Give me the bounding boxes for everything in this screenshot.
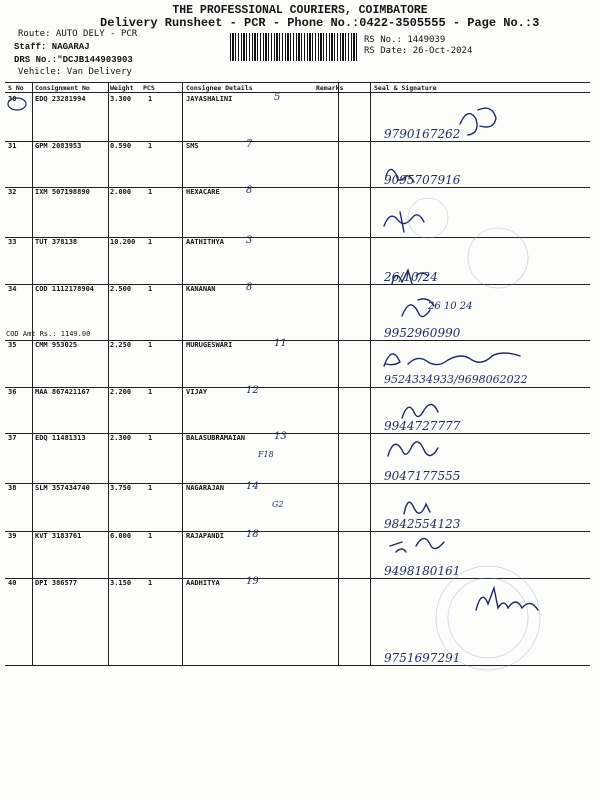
handwritten-number: 5 (274, 92, 281, 103)
signature-35 (384, 353, 520, 366)
col-weight: Weight (110, 84, 134, 92)
signatures (384, 108, 538, 610)
row-weight: 2.200 (110, 388, 132, 396)
row-weight: 10.200 (110, 238, 136, 246)
handwritten-phone: 9498180161 (384, 564, 461, 578)
drs-number: DRS No.:"DCJB144903903 (14, 55, 133, 65)
row-sno: 31 (8, 142, 17, 150)
company-name: THE PROFESSIONAL COURIERS, COIMBATORE (172, 4, 428, 17)
rs-number: RS No.: 1449039 (364, 35, 446, 45)
handwritten-phone: 9952960990 (384, 326, 461, 340)
handwritten-phone: 26/10/24 (384, 270, 438, 284)
handwritten-date: 26 10 24 (428, 301, 473, 312)
handwritten-phone: 9047177555 (384, 469, 461, 483)
row-consignee: AADHITYA (186, 579, 220, 587)
handwritten-phone: 9095707916 (384, 173, 461, 187)
row-pcs: 1 (148, 579, 153, 587)
handwritten-phone: 9842554123 (384, 517, 461, 531)
row-sno: 34 (8, 285, 17, 293)
signature-30 (460, 108, 496, 135)
handwritten-phone: 9790167262 (384, 127, 461, 141)
row-consignee: HEXACARE (186, 188, 220, 196)
vehicle-label: Vehicle: Van Delivery (18, 67, 132, 77)
row-pcs: 1 (148, 532, 153, 540)
row-sno: 30 (8, 95, 17, 103)
col-consignment: Consignment No (35, 84, 90, 92)
row-consignment: KVT 3183761 (35, 532, 82, 540)
handwritten-phone: 9524334933/9698062022 (384, 373, 528, 386)
sno-circle-30 (8, 98, 26, 110)
row-consignee: BALASUBRAMAIAN (186, 434, 246, 442)
handwritten-number: 18 (246, 529, 259, 540)
row-sno: 35 (8, 341, 17, 349)
row-consignment: EDQ 11481313 (35, 434, 86, 442)
row-sno: 37 (8, 434, 17, 442)
row-weight: 3.750 (110, 484, 132, 492)
col-seal: Seal & Signature (374, 84, 437, 92)
row-pcs: 1 (148, 388, 153, 396)
signature-40 (476, 588, 538, 610)
row-sno: 40 (8, 579, 17, 587)
rs-date: RS Date: 26-Oct-2024 (364, 46, 473, 56)
handwritten-number: 19 (246, 576, 259, 587)
row-weight: 6.000 (110, 532, 132, 540)
row-pcs: 1 (148, 434, 153, 442)
row-consignee: NAGARAJAN (186, 484, 224, 492)
col-sno: S No (8, 84, 24, 92)
handwritten-number: 7 (246, 139, 253, 150)
row-sno: 36 (8, 388, 17, 396)
stamp-marks (408, 198, 540, 670)
runsheet-title: Delivery Runsheet - PCR - Phone No.:0422-3505555 - Page No.:3 (100, 16, 540, 30)
signature-33 (392, 270, 428, 284)
signature-32 (384, 212, 424, 232)
row-weight: 0.590 (110, 142, 132, 150)
signature-37 (388, 442, 438, 456)
signature-34 (402, 299, 434, 317)
row-sno: 33 (8, 238, 17, 246)
row-weight: 3.300 (110, 95, 132, 103)
cod-amount: COD Amt Rs.: 1149.00 (6, 330, 91, 338)
row-weight: 3.150 (110, 579, 132, 587)
row-consignee: VIJAY (186, 388, 208, 396)
row-sno: 39 (8, 532, 17, 540)
handwritten-note: G2 (272, 500, 284, 509)
handwritten-number: 12 (246, 385, 259, 396)
row-consignee: AATHITHYA (186, 238, 224, 246)
signature-39 (390, 538, 444, 552)
handwritten-note: F18 (258, 450, 274, 459)
row-consignee: RAJAPANDI (186, 532, 224, 540)
handwritten-number: 13 (274, 431, 287, 442)
col-consignee: Consignee Details (186, 84, 253, 92)
stamp-2 (468, 228, 528, 288)
row-consignee: KANANAN (186, 285, 216, 293)
row-weight: 2.250 (110, 341, 132, 349)
route-label: Route: AUTO DELY - PCR (18, 29, 138, 39)
signature-31 (386, 169, 414, 182)
stamp-4 (448, 578, 528, 658)
row-pcs: 1 (148, 484, 153, 492)
row-pcs: 1 (148, 142, 153, 150)
col-remarks: Remarks (316, 84, 344, 92)
row-pcs: 1 (148, 285, 153, 293)
row-consignment: IXM 507198890 (35, 188, 90, 196)
row-weight: 2.000 (110, 188, 132, 196)
handwritten-number: 8 (246, 185, 253, 196)
signature-38 (404, 502, 430, 514)
col-pcs: PCS (143, 84, 155, 92)
row-consignment: DPI 386577 (35, 579, 78, 587)
handwritten-number: 3 (246, 235, 253, 246)
row-sno: 32 (8, 188, 17, 196)
stamp-3 (436, 566, 540, 670)
stamp-1 (408, 198, 448, 238)
signature-36 (402, 404, 438, 418)
row-consignment: SLM 357434740 (35, 484, 90, 492)
row-consignment: MAA 867421167 (35, 388, 90, 396)
staff-label: Staff: NAGARAJ (14, 42, 90, 52)
handwritten-phone: 9944727777 (384, 419, 461, 433)
row-sno: 38 (8, 484, 17, 492)
row-consignment: CMM 953025 (35, 341, 78, 349)
handwritten-number: 11 (274, 338, 287, 349)
row-weight: 2.300 (110, 434, 132, 442)
row-consignment: TUT 378138 (35, 238, 78, 246)
row-consignment: COD 1112178904 (35, 285, 95, 293)
handwritten-number: 8 (246, 282, 253, 293)
row-consignee: SMS (186, 142, 199, 150)
row-pcs: 1 (148, 341, 153, 349)
handwritten-number: 14 (246, 481, 259, 492)
handwritten-phone: 9751697291 (384, 651, 461, 665)
row-consignee: MURUGESWARI (186, 341, 233, 349)
row-consignment: GPM 2083953 (35, 142, 82, 150)
row-pcs: 1 (148, 238, 153, 246)
row-weight: 2.500 (110, 285, 132, 293)
row-pcs: 1 (148, 95, 153, 103)
row-consignee: JAYASHALINI (186, 95, 233, 103)
row-consignment: EDQ 23281994 (35, 95, 86, 103)
row-pcs: 1 (148, 188, 153, 196)
